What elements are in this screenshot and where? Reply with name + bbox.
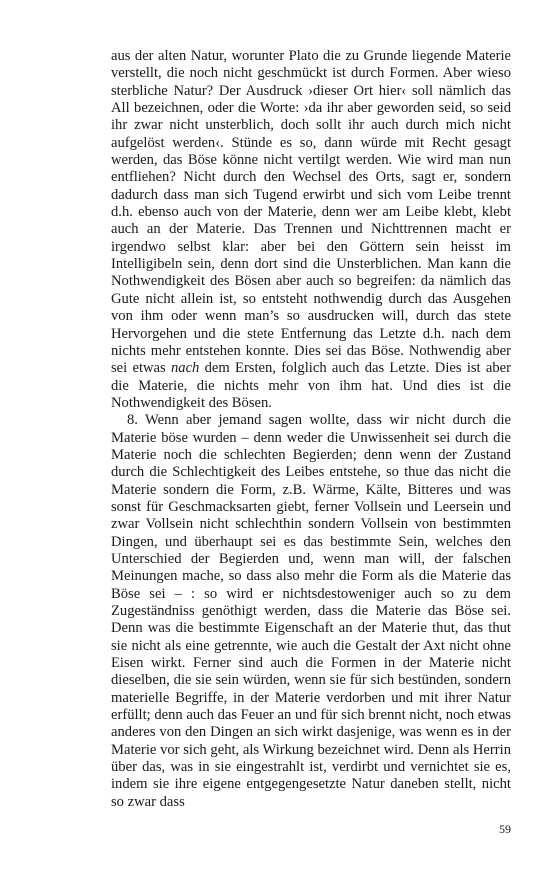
paragraph-2 (111, 412, 511, 811)
page-number: 59 (499, 822, 511, 836)
paragraph-1-italic-word: nach (170, 360, 200, 377)
paragraph-1 (111, 48, 511, 412)
body-text (111, 48, 511, 811)
paragraph-1-text-a: aus der alten Natur, worunter Plato die zu Grunde liegende Materie verstellt, die noch nicht geschmückt ist durch Formen. Aber wieso sterbliche Natur? Der Ausdruck ›dieser Ort hier‹ soll nämlich das All bezeichnen, oder die Worte: ›da ihr aber geworden seid, so seid ihr zwar nicht unsterblich, doch sollt ihr auch durch mich nicht aufgelöst werden‹. Stünde es so, dann würde mit Recht gesagt werden, das Böse könne nicht vertilgt werden. Wie wird man nun entfliehen? Nicht durch den Wechsel des Orts, sagt er, sondern dadurch dass man sich Tugend erwirbt und sich vom Leibe trennt d.h. ebenso auch von der Materie, denn wer am Leibe klebt, klebt auch an der Materie. Das Trennen und Nichttrennen macht er irgendwo selbst klar: aber bei den Göttern sein heisst im Intelligibeln sein, denn dort sind die Unsterblichen. Man kann die Nothwendigkeit des Bösen aber auch so begreifen: da nämlich das Gute nicht allein ist, so entsteht nothwendig durch das Ausgehen von ihm oder wenn man’s so ausdrucken will, durch das stete Hervorgehen und die stete Entfernung das Letzte d.h. nach dem nichts mehr entstehen konnte. Dies sei das Böse. Nothwendig aber sei etwas (111, 48, 511, 377)
paragraph-1-text-b: dem Ersten, folglich auch das Letzte. Dies ist aber die Materie, die nichts mehr von ihm hat. Und dies ist die Nothwendigkeit des Bösen. (111, 360, 511, 411)
paragraph-2-text: 8. Wenn aber jemand sagen wollte, dass wir nicht durch die Materie böse wurden – denn weder die Unwissenheit sei durch die Materie noch die schlechten Begierden; denn wenn der Zustand durch die Schlechtigkeit des Leibes entstehe, so thue das nicht die Materie sondern die Form, z.B. Wärme, Kälte, Bitteres und was sonst für Geschmacksarten giebt, ferner Vollsein und Leersein und zwar Vollsein nicht schlechthin sondern Vollsein von bestimmten Dingen, und überhaupt sei es das bestimmte Sein, welches den Unterschied der Begierden und, wenn man will, der falschen Meinungen mache, so dass also mehr die Form als die Materie das Böse sei – : so wird er nichtsdestoweniger auch so zu dem Zugeständniss genöthigt werden, dass die Materie das Böse sei. Denn was die bestimmte Eigenschaft an der Materie thut, das thut sie nicht als eine getrennte, wie auch die Gestalt der Axt nicht ohne Eisen wirkt. Ferner sind auch die Formen in der Materie nicht dieselben, die sie sein würden, wenn sie für sich bestünden, sondern materielle Begriffe, in der Materie verdorben und mit ihrer Natur erfüllt; denn auch das Feuer an und für sich brennt nicht, noch etwas anderes von den Dingen an sich wirkt dasjenige, was wenn es in der Materie vor sich geht, als Wirkung bezeichnet wird. Denn als Herrin über das, was in sie eingestrahlt ist, verdirbt und vernichtet sie es, indem sie ihre eigene entgegengesetzte Natur daneben stellt, nicht so zwar dass (111, 412, 511, 810)
